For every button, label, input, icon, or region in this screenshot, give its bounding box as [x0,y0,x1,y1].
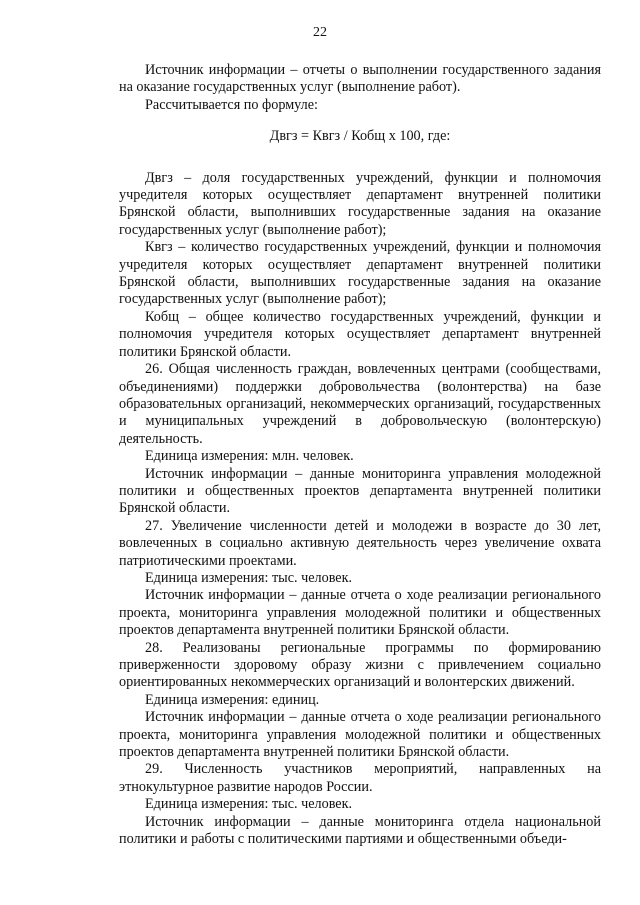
paragraph-source-28: Источник информации – данные отчета о ходе реализации регионального проекта, мониторинга управления молодежной политики и общественных проектов департамента внутренней политики Брянской области. [119,709,601,761]
paragraph-unit-28: Единица измерения: единиц. [145,691,320,708]
paragraph-unit-26: Единица измерения: млн. человек. [145,448,354,465]
document-body [119,62,601,848]
paragraph-item-27: 27. Увеличение численности детей и молодежи в возрасте до 30 лет, вовлеченных в социально активную деятельность через увеличение охвата патриотическими проектами. [119,517,601,569]
paragraph-unit-29: Единица измерения: тыс. человек. [145,796,353,813]
paragraph-item-28: 28. Реализованы региональные программы по формированию приверженности здоровому образу жизни с привлечением социально ориентированных некоммерческих организаций и волонтерских движений. [119,639,601,691]
paragraph-source-29: Источник информации – данные мониторинга отдела национальной политики и работы с политическими партиями и общественными объеди- [119,813,601,848]
formula: Двгз = Квгз / Кобщ х 100, где: [269,128,451,145]
page-number: 22 [313,25,327,40]
paragraph-source-info: Источник информации – отчеты о выполнении государственного задания на оказание государственных услуг (выполнение работ). [119,62,601,96]
paragraph-source-26: Источник информации – данные мониторинга управления молодежной политики и общественных проектов департамента внутренней политики Брянской области. [119,465,601,517]
paragraph-formula-intro: Рассчитывается по формуле: [145,96,318,113]
paragraph-item-29: 29. Численность участников мероприятий, направленных на этнокультурное развитие народов России. [119,761,601,795]
paragraph-unit-27: Единица измерения: тыс. человек. [145,569,353,586]
paragraph-dvgz-definition: Двгз – доля государственных учреждений, функции и полномочия учредителя которых осуществляет департамент внутренней политики Брянской области, выполнивших государственные задания на оказание государственных услуг (выполнение работ); [119,169,601,238]
paragraph-kobsch-definition: Кобщ – общее количество государственных учреждений, функции и полномочия учредителя которых осуществляет департамент внутренней политики Брянской области. [119,308,601,360]
paragraph-source-27: Источник информации – данные отчета о ходе реализации регионального проекта, мониторинга управления молодежной политики и общественных проектов департамента внутренней политики Брянской области. [119,587,601,639]
paragraph-item-26: 26. Общая численность граждан, вовлеченных центрами (сообществами, объединениями) поддержки добровольчества (волонтерства) на базе образовательных организаций, некоммерческих организаций, государственных и муниципальных учреждений в добровольческую (волонтерскую) деятельность. [119,361,601,447]
paragraph-kvgz-definition: Квгз – количество государственных учреждений, функции и полномочия учредителя которых осуществляет департамент внутренней политики Брянской области, выполнивших государственные задания на оказание государственных услуг (выполнение работ); [119,239,601,308]
